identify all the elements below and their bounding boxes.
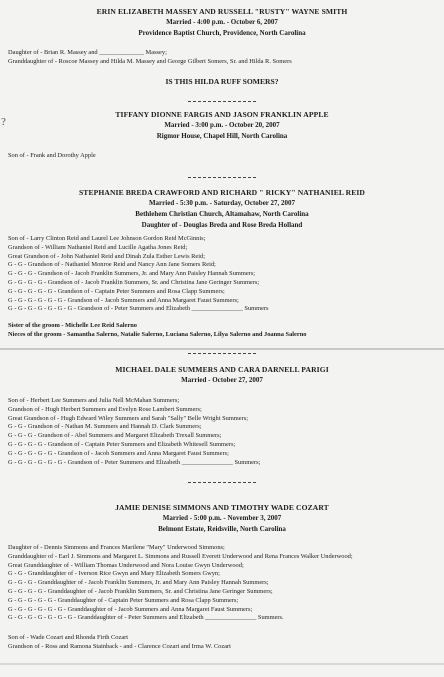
family-line: Son of - Wade Cozart and Rhonda Firth Cozart (8, 634, 129, 641)
lineage-line: Great Grandson of - John Nathaniel Reid and Dinah Zula Esther Lewis Reid; (8, 252, 205, 260)
couple-names: STEPHANIE BREDA CRAWFORD AND RICHARD " RICKY" NATHANIEL REID (78, 188, 365, 197)
question-text: IS THIS HILDA RUFF SOMERS? (165, 77, 279, 86)
lineage-line: Son of - Larry Clinton Reid and Laurel Lee Johnson Gordon Reid McGinnis; (8, 235, 206, 242)
lineage-list (8, 152, 438, 161)
family-list (8, 322, 438, 340)
lineage-line: G - G - G - G - G - Grandson of - Jacob Summers and Anna Margaret Faust Summers; (8, 449, 229, 457)
lineage-list (8, 235, 438, 314)
lineage-line: Daughter of - Brian R. Massey and ______________ Massey; (8, 49, 167, 56)
section-divider (188, 101, 256, 102)
section-divider (188, 177, 256, 178)
section-divider (188, 353, 256, 354)
lineage-line: Daughter of - Dennis Simmons and Frances Marilene "Mary" Underwood Simmons; (8, 544, 225, 551)
lineage-line: G - G - Grandson of - Nathan M. Summers and Hannah D. Clark Summers; (8, 423, 202, 431)
lineage-line: G - G - G - G - G - Grandson of - Captain Peter Summers and Rosa Clapp Summers; (8, 287, 225, 295)
fold-line (0, 348, 444, 350)
wedding-time: Married - 3:00 p.m. - October 20, 2007 (164, 121, 280, 129)
fold-line (0, 663, 444, 665)
lineage-line: Son of - Frank and Dorothy Apple (8, 152, 96, 159)
announcement-fargis-apple (0, 109, 444, 142)
wedding-time: Married - 5:00 p.m. - November 3, 2007 (162, 514, 282, 522)
wedding-venue: Providence Baptist Church, Providence, North Carolina (138, 29, 306, 37)
wedding-venue: Rigmor House, Chapel Hill, North Carolina (156, 132, 288, 140)
lineage-line: G - G - G - G - G - G - Grandson of - Jacob Summers and Anna Margaret Faust Summers; (8, 296, 239, 304)
couple-names: TIFFANY DIONNE FARGIS AND JASON FRANKLIN APPLE (115, 110, 329, 119)
lineage-line: G - G - Granddaughter of - Iverson Rice Gwyn and Mary Elizabeth Somers Gwyn; (8, 570, 220, 578)
announcement-massey-smith (0, 6, 444, 39)
lineage-list (8, 49, 438, 67)
couple-names: MICHAEL DALE SUMMERS AND CARA DARNELL PARIGI (115, 365, 329, 374)
lineage-line: Granddaughter of - Roscoe Massey and Hilda M. Massey and George Gilbert Somers, Sr. and Hilda R. Somers (8, 57, 292, 65)
section-divider (188, 482, 256, 483)
family-line: Nieces of the groom - Samantha Salerno, Natalie Salerno, Luciana Salerno, Lilya Salerno and Joanna Salerno (8, 330, 307, 338)
lineage-line: G - G - G - G - G - G - Grandson of - Peter Summers and Elizabeth ________________ Summers; (8, 458, 261, 466)
wedding-venue: Bethlehem Christian Church, Altamahaw, North Carolina (135, 210, 309, 218)
family-list (8, 634, 438, 652)
lineage-line: G - G - G - G - G - G - Granddaughter of - Jacob Summers and Anna Margaret Faust Summers; (8, 605, 253, 613)
lineage-line: G - G - G - G - Grandson of - Jacob Franklin Summers, Sr. and Christina Jane Geringer Summers; (8, 278, 260, 286)
wedding-time: Married - 5:30 p.m. - Saturday, October 27, 2007 (148, 199, 296, 207)
family-line: Grandson of - Ross and Ramona Stainback - and - Clarence Cozart and Irma W. Cozart (8, 642, 231, 650)
lineage-line: Great Granddaughter of - William Thomas Underwood and Nora Louise Gwyn Underwood; (8, 561, 244, 569)
question-note (0, 76, 444, 87)
couple-names: ERIN ELIZABETH MASSEY AND RUSSELL "RUSTY" WAYNE SMITH (96, 7, 348, 16)
lineage-line: G - G - G - Grandson of - Abel Summers and Margaret Elizabeth Trexall Summers; (8, 432, 222, 440)
wedding-time: Married - October 27, 2007 (181, 376, 263, 384)
lineage-line: Great Grandson of - Hugh Edward Wiley Summers and Sarah "Sally" Belle Wright Summers; (8, 414, 248, 422)
lineage-line: G - G - G - G - G - Granddaughter of - Captain Peter Summers and Rosa Clapp Summers; (8, 596, 239, 604)
wedding-time: Married - 4:00 p.m. - October 6, 2007 (166, 18, 278, 26)
bride-parents: Daughter of - Douglas Breda and Rose Breda Holland (141, 221, 303, 229)
margin-mark: ? (1, 116, 6, 128)
lineage-list (8, 397, 438, 467)
lineage-line: Grandson of - William Nathaniel Reid and Lucille Agatha Jones Reid; (8, 243, 188, 251)
lineage-line: G - G - G - Grandson of - Jacob Franklin Summers, Jr. and Mary Ann Paisley Hannah Summers; (8, 270, 256, 278)
wedding-venue: Belmont Estate, Reidsville, North Carolina (158, 525, 286, 533)
lineage-line: G - G - G - G - Grandson of - Captain Peter Summers and Elizabeth Whitesell Summers; (8, 440, 236, 448)
lineage-line: G - G - G - G - Granddaughter of - Jacob Franklin Summers, Sr. and Christina Jane Geringer Summers; (8, 587, 273, 595)
lineage-list (8, 544, 438, 623)
family-line: Sister of the groom - Michelle Lee Reid Salerno (8, 322, 137, 329)
lineage-line: G - G - G - G - G - G - G - Grandson of - Peter Summers and Elizabeth ________________ Summers (8, 305, 269, 313)
announcement-simmons-cozart (0, 502, 444, 535)
lineage-line: Granddaughter of - Earl J. Simmons and Margaret L. Simmons and Russell Everett Underwood and Rena Frances Walker Underwood; (8, 552, 353, 560)
lineage-line: G - G - G - Granddaughter of - Jacob Franklin Summers, Jr. and Mary Ann Paisley Hannah Summers; (8, 579, 269, 587)
announcement-crawford-reid (0, 187, 444, 231)
lineage-line: Grandson of - Hugh Herbert Summers and Evelyn Rose Lambert Summers; (8, 405, 202, 413)
lineage-line: Son of - Herbert Lee Summers and Julia Nell McMahan Summers; (8, 397, 180, 404)
announcement-summers-parigi (0, 364, 444, 386)
lineage-line: G - G - Grandson of - Nathaniel Monroe Reid and Nancy Ann Jane Somers Reid; (8, 261, 216, 269)
lineage-line: G - G - G - G - G - G - G - Granddaughter of - Peter Summers and Elizabeth ________________ Summers. (8, 614, 284, 622)
couple-names: JAMIE DENISE SIMMONS AND TIMOTHY WADE COZART (115, 503, 329, 512)
